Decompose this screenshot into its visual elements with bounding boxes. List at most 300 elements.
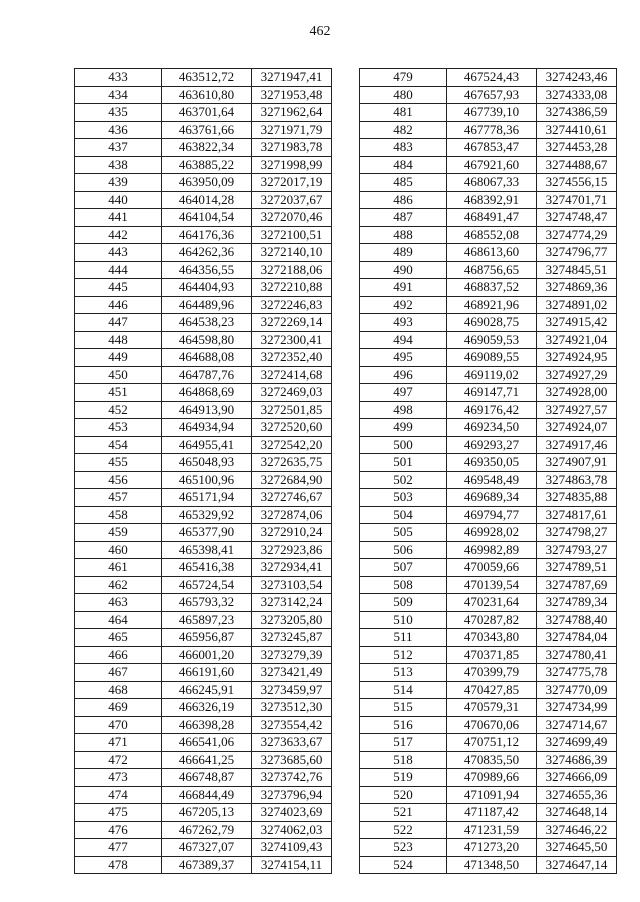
point-number: 443 — [75, 244, 162, 262]
coordinate-y: 3273205,80 — [252, 611, 332, 629]
coordinate-x: 469234,50 — [447, 419, 537, 437]
coordinate-x: 464356,55 — [162, 261, 252, 279]
coordinate-y: 3274023,69 — [252, 804, 332, 822]
coordinate-x: 465171,94 — [162, 489, 252, 507]
page-number: 462 — [309, 24, 331, 39]
point-number: 455 — [75, 454, 162, 472]
point-number: 495 — [360, 349, 447, 367]
table-row — [75, 786, 332, 804]
table-row — [75, 489, 332, 507]
point-number: 498 — [360, 401, 447, 419]
table-row — [75, 419, 332, 437]
table-row — [75, 174, 332, 192]
table-row — [75, 349, 332, 367]
coordinate-y: 3274784,04 — [537, 629, 617, 647]
coordinate-y: 3274333,08 — [537, 86, 617, 104]
coordinate-x: 469147,71 — [447, 384, 537, 402]
coordinate-x: 468837,52 — [447, 279, 537, 297]
coordinate-x: 467853,47 — [447, 139, 537, 157]
coordinate-x: 464913,90 — [162, 401, 252, 419]
table-row — [360, 559, 617, 577]
table-row — [360, 436, 617, 454]
table-row — [360, 541, 617, 559]
coordinate-x: 469028,75 — [447, 314, 537, 332]
coordinate-y: 3272414,68 — [252, 366, 332, 384]
point-number: 501 — [360, 454, 447, 472]
point-number: 477 — [75, 839, 162, 857]
coordinate-y: 3273633,67 — [252, 734, 332, 752]
point-number: 490 — [360, 261, 447, 279]
coordinate-y: 3274927,57 — [537, 401, 617, 419]
coordinate-x: 467778,36 — [447, 121, 537, 139]
point-number: 491 — [360, 279, 447, 297]
coordinate-y: 3272246,83 — [252, 296, 332, 314]
point-number: 469 — [75, 699, 162, 717]
coordinate-y: 3272520,60 — [252, 419, 332, 437]
point-number: 444 — [75, 261, 162, 279]
table-row — [360, 734, 617, 752]
coordinates-table-right — [359, 68, 617, 874]
coordinate-x: 465724,54 — [162, 576, 252, 594]
point-number: 466 — [75, 646, 162, 664]
table-row — [360, 104, 617, 122]
point-number: 523 — [360, 839, 447, 857]
coordinate-x: 470399,79 — [447, 664, 537, 682]
point-number: 453 — [75, 419, 162, 437]
point-number: 476 — [75, 821, 162, 839]
coordinate-y: 3271953,48 — [252, 86, 332, 104]
coordinate-y: 3274787,69 — [537, 576, 617, 594]
table-row — [360, 839, 617, 857]
coordinate-x: 466398,28 — [162, 716, 252, 734]
coordinate-x: 463761,66 — [162, 121, 252, 139]
point-number: 448 — [75, 331, 162, 349]
table-row — [75, 139, 332, 157]
coordinate-x: 469794,77 — [447, 506, 537, 524]
coordinate-y: 3273554,42 — [252, 716, 332, 734]
point-number: 434 — [75, 86, 162, 104]
coordinate-y: 3274891,02 — [537, 296, 617, 314]
coordinate-y: 3272746,67 — [252, 489, 332, 507]
coordinate-y: 3274488,67 — [537, 156, 617, 174]
point-number: 447 — [75, 314, 162, 332]
point-number: 433 — [75, 69, 162, 87]
coordinate-x: 470231,64 — [447, 594, 537, 612]
point-number: 492 — [360, 296, 447, 314]
coordinate-x: 469689,34 — [447, 489, 537, 507]
coordinate-y: 3273421,49 — [252, 664, 332, 682]
point-number: 468 — [75, 681, 162, 699]
coordinate-y: 3274243,46 — [537, 69, 617, 87]
coordinate-y: 3274062,03 — [252, 821, 332, 839]
coordinate-y: 3274817,61 — [537, 506, 617, 524]
coordinate-y: 3274921,04 — [537, 331, 617, 349]
coordinate-y: 3272542,20 — [252, 436, 332, 454]
coordinate-y: 3274907,91 — [537, 454, 617, 472]
point-number: 463 — [75, 594, 162, 612]
table-row — [75, 576, 332, 594]
coordinate-x: 467739,10 — [447, 104, 537, 122]
table-row — [75, 121, 332, 139]
table-row — [75, 104, 332, 122]
table-row — [75, 769, 332, 787]
point-number: 482 — [360, 121, 447, 139]
table-row — [360, 629, 617, 647]
coordinate-y: 3274410,61 — [537, 121, 617, 139]
table-row — [360, 786, 617, 804]
coordinate-x: 467389,37 — [162, 856, 252, 874]
coordinate-x: 465100,96 — [162, 471, 252, 489]
table-row — [360, 69, 617, 87]
table-row — [360, 524, 617, 542]
coordinate-x: 466326,19 — [162, 699, 252, 717]
point-number: 500 — [360, 436, 447, 454]
table-row — [360, 681, 617, 699]
coordinate-y: 3274646,22 — [537, 821, 617, 839]
point-number: 479 — [360, 69, 447, 87]
coordinate-x: 469119,02 — [447, 366, 537, 384]
table-row — [360, 454, 617, 472]
coordinate-y: 3274770,09 — [537, 681, 617, 699]
coordinate-y: 3274714,67 — [537, 716, 617, 734]
coordinate-y: 3274648,14 — [537, 804, 617, 822]
point-number: 518 — [360, 751, 447, 769]
coordinate-y: 3274917,46 — [537, 436, 617, 454]
table-row — [75, 86, 332, 104]
point-number: 439 — [75, 174, 162, 192]
coordinate-y: 3273279,39 — [252, 646, 332, 664]
coordinate-x: 470139,54 — [447, 576, 537, 594]
coordinate-y: 3272210,88 — [252, 279, 332, 297]
coordinate-x: 470427,85 — [447, 681, 537, 699]
coordinate-y: 3272140,10 — [252, 244, 332, 262]
point-number: 522 — [360, 821, 447, 839]
coordinate-x: 469059,53 — [447, 331, 537, 349]
table-row — [360, 139, 617, 157]
coordinate-y: 3274924,07 — [537, 419, 617, 437]
coordinate-y: 3272017,19 — [252, 174, 332, 192]
point-number: 517 — [360, 734, 447, 752]
coordinate-y: 3274835,88 — [537, 489, 617, 507]
coordinates-table-right-body — [360, 69, 617, 874]
coordinate-x: 468067,33 — [447, 174, 537, 192]
table-row — [75, 699, 332, 717]
coordinate-x: 466191,60 — [162, 664, 252, 682]
table-row — [360, 156, 617, 174]
point-number: 521 — [360, 804, 447, 822]
coordinate-y: 3272100,51 — [252, 226, 332, 244]
coordinate-x: 464014,28 — [162, 191, 252, 209]
point-number: 481 — [360, 104, 447, 122]
table-row — [75, 366, 332, 384]
coordinate-x: 464787,76 — [162, 366, 252, 384]
table-row — [360, 121, 617, 139]
point-number: 509 — [360, 594, 447, 612]
table-row — [75, 436, 332, 454]
point-number: 504 — [360, 506, 447, 524]
coordinate-y: 3274774,29 — [537, 226, 617, 244]
point-number: 488 — [360, 226, 447, 244]
point-number: 472 — [75, 751, 162, 769]
point-number: 465 — [75, 629, 162, 647]
table-row — [75, 856, 332, 874]
coordinate-x: 466844,49 — [162, 786, 252, 804]
point-number: 510 — [360, 611, 447, 629]
coordinate-x: 463950,09 — [162, 174, 252, 192]
table-row — [75, 839, 332, 857]
table-row — [360, 576, 617, 594]
point-number: 499 — [360, 419, 447, 437]
coordinate-y: 3272469,03 — [252, 384, 332, 402]
table-row — [75, 646, 332, 664]
coordinate-x: 465377,90 — [162, 524, 252, 542]
coordinate-x: 469928,02 — [447, 524, 537, 542]
coordinate-x: 470835,50 — [447, 751, 537, 769]
coordinate-x: 468921,96 — [447, 296, 537, 314]
coordinate-x: 469982,89 — [447, 541, 537, 559]
table-row — [360, 664, 617, 682]
point-number: 480 — [360, 86, 447, 104]
point-number: 459 — [75, 524, 162, 542]
coordinate-x: 465956,87 — [162, 629, 252, 647]
coordinate-x: 467262,79 — [162, 821, 252, 839]
coordinate-x: 465793,32 — [162, 594, 252, 612]
point-number: 461 — [75, 559, 162, 577]
coordinate-y: 3272923,86 — [252, 541, 332, 559]
coordinate-x: 471091,94 — [447, 786, 537, 804]
point-number: 454 — [75, 436, 162, 454]
coordinate-x: 468552,08 — [447, 226, 537, 244]
point-number: 486 — [360, 191, 447, 209]
table-row — [75, 191, 332, 209]
coordinate-x: 465416,38 — [162, 559, 252, 577]
coordinate-y: 3272635,75 — [252, 454, 332, 472]
coordinate-y: 3272269,14 — [252, 314, 332, 332]
coordinate-y: 3271962,64 — [252, 104, 332, 122]
point-number: 524 — [360, 856, 447, 874]
coordinate-x: 465048,93 — [162, 454, 252, 472]
coordinate-y: 3271947,41 — [252, 69, 332, 87]
point-number: 507 — [360, 559, 447, 577]
coordinate-y: 3274734,99 — [537, 699, 617, 717]
table-row — [360, 331, 617, 349]
table-row — [360, 506, 617, 524]
coordinate-y: 3274796,77 — [537, 244, 617, 262]
coordinates-table-left-body — [75, 69, 332, 874]
point-number: 485 — [360, 174, 447, 192]
point-number: 464 — [75, 611, 162, 629]
coordinate-y: 3272501,85 — [252, 401, 332, 419]
coordinate-x: 465897,23 — [162, 611, 252, 629]
point-number: 496 — [360, 366, 447, 384]
table-row — [360, 191, 617, 209]
table-row — [360, 804, 617, 822]
coordinate-x: 464489,96 — [162, 296, 252, 314]
coordinate-x: 465398,41 — [162, 541, 252, 559]
point-number: 435 — [75, 104, 162, 122]
table-row — [75, 681, 332, 699]
point-number: 487 — [360, 209, 447, 227]
coordinate-y: 3274780,41 — [537, 646, 617, 664]
coordinate-y: 3272037,67 — [252, 191, 332, 209]
coordinate-x: 471187,42 — [447, 804, 537, 822]
coordinate-y: 3274666,09 — [537, 769, 617, 787]
coordinate-y: 3273796,94 — [252, 786, 332, 804]
coordinate-y: 3272188,06 — [252, 261, 332, 279]
coordinate-x: 469293,27 — [447, 436, 537, 454]
table-row — [360, 856, 617, 874]
coordinate-x: 467921,60 — [447, 156, 537, 174]
point-number: 503 — [360, 489, 447, 507]
coordinate-y: 3274686,39 — [537, 751, 617, 769]
coordinate-y: 3274793,27 — [537, 541, 617, 559]
table-row — [360, 769, 617, 787]
point-number: 475 — [75, 804, 162, 822]
point-number: 467 — [75, 664, 162, 682]
table-row — [360, 471, 617, 489]
coordinate-y: 3274701,71 — [537, 191, 617, 209]
coordinate-y: 3273245,87 — [252, 629, 332, 647]
coordinate-x: 466245,91 — [162, 681, 252, 699]
coordinate-y: 3271971,79 — [252, 121, 332, 139]
point-number: 471 — [75, 734, 162, 752]
table-row — [75, 524, 332, 542]
coordinate-y: 3274775,78 — [537, 664, 617, 682]
coordinate-y: 3272070,46 — [252, 209, 332, 227]
coordinate-x: 466001,20 — [162, 646, 252, 664]
coordinate-y: 3273103,54 — [252, 576, 332, 594]
table-row — [360, 821, 617, 839]
coordinate-y: 3274788,40 — [537, 611, 617, 629]
coordinate-x: 464598,80 — [162, 331, 252, 349]
table-row — [75, 261, 332, 279]
point-number: 445 — [75, 279, 162, 297]
coordinate-x: 468491,47 — [447, 209, 537, 227]
coordinate-y: 3273512,30 — [252, 699, 332, 717]
coordinate-y: 3274386,59 — [537, 104, 617, 122]
coordinate-x: 464104,54 — [162, 209, 252, 227]
coordinate-y: 3274453,28 — [537, 139, 617, 157]
coordinate-x: 470751,12 — [447, 734, 537, 752]
table-row — [75, 226, 332, 244]
coordinate-x: 470989,66 — [447, 769, 537, 787]
point-number: 474 — [75, 786, 162, 804]
coordinate-x: 467657,93 — [447, 86, 537, 104]
coordinate-x: 471273,20 — [447, 839, 537, 857]
table-row — [75, 209, 332, 227]
table-row — [360, 594, 617, 612]
coordinate-x: 463885,22 — [162, 156, 252, 174]
point-number: 473 — [75, 769, 162, 787]
coordinate-x: 467327,07 — [162, 839, 252, 857]
table-row — [360, 314, 617, 332]
coordinate-y: 3271998,99 — [252, 156, 332, 174]
table-row — [75, 594, 332, 612]
coordinate-y: 3274647,14 — [537, 856, 617, 874]
point-number: 508 — [360, 576, 447, 594]
point-number: 497 — [360, 384, 447, 402]
coordinate-y: 3274789,51 — [537, 559, 617, 577]
point-number: 441 — [75, 209, 162, 227]
point-number: 458 — [75, 506, 162, 524]
coordinate-y: 3274556,15 — [537, 174, 617, 192]
coordinate-y: 3274699,49 — [537, 734, 617, 752]
table-row — [360, 174, 617, 192]
point-number: 449 — [75, 349, 162, 367]
coordinate-y: 3273459,97 — [252, 681, 332, 699]
coordinate-x: 464538,23 — [162, 314, 252, 332]
table-row — [75, 716, 332, 734]
coordinate-x: 463701,64 — [162, 104, 252, 122]
table-row — [360, 384, 617, 402]
coordinate-x: 469350,05 — [447, 454, 537, 472]
coordinate-x: 468613,60 — [447, 244, 537, 262]
table-row — [360, 489, 617, 507]
coordinate-y: 3274915,42 — [537, 314, 617, 332]
table-row — [360, 349, 617, 367]
coordinate-y: 3274154,11 — [252, 856, 332, 874]
point-number: 442 — [75, 226, 162, 244]
coordinate-x: 469176,42 — [447, 401, 537, 419]
table-row — [75, 454, 332, 472]
coordinate-x: 467205,13 — [162, 804, 252, 822]
point-number: 520 — [360, 786, 447, 804]
table-row — [360, 716, 617, 734]
point-number: 512 — [360, 646, 447, 664]
point-number: 494 — [360, 331, 447, 349]
coordinate-y: 3274869,36 — [537, 279, 617, 297]
coordinate-x: 471348,50 — [447, 856, 537, 874]
coordinates-table-left — [74, 68, 332, 874]
coordinate-y: 3272300,41 — [252, 331, 332, 349]
table-row — [75, 821, 332, 839]
coordinate-x: 470670,06 — [447, 716, 537, 734]
coordinate-y: 3273742,76 — [252, 769, 332, 787]
point-number: 462 — [75, 576, 162, 594]
coordinate-x: 464176,36 — [162, 226, 252, 244]
coordinate-x: 464868,69 — [162, 384, 252, 402]
coordinate-y: 3274928,00 — [537, 384, 617, 402]
coordinate-y: 3274863,78 — [537, 471, 617, 489]
coordinate-x: 471231,59 — [447, 821, 537, 839]
coordinate-x: 469548,49 — [447, 471, 537, 489]
point-number: 452 — [75, 401, 162, 419]
coordinate-y: 3272684,90 — [252, 471, 332, 489]
coordinate-y: 3272910,24 — [252, 524, 332, 542]
coordinate-x: 468392,91 — [447, 191, 537, 209]
coordinate-y: 3271983,78 — [252, 139, 332, 157]
point-number: 460 — [75, 541, 162, 559]
table-row — [360, 86, 617, 104]
coordinate-y: 3274645,50 — [537, 839, 617, 857]
coordinate-x: 470287,82 — [447, 611, 537, 629]
table-row — [360, 751, 617, 769]
coordinate-x: 466641,25 — [162, 751, 252, 769]
coordinate-x: 464934,94 — [162, 419, 252, 437]
point-number: 438 — [75, 156, 162, 174]
coordinate-y: 3274748,47 — [537, 209, 617, 227]
coordinate-y: 3273142,24 — [252, 594, 332, 612]
coordinate-x: 469089,55 — [447, 349, 537, 367]
point-number: 519 — [360, 769, 447, 787]
coordinate-x: 466541,06 — [162, 734, 252, 752]
point-number: 511 — [360, 629, 447, 647]
coordinate-y: 3274927,29 — [537, 366, 617, 384]
table-row — [360, 611, 617, 629]
table-row — [360, 699, 617, 717]
point-number: 514 — [360, 681, 447, 699]
coordinate-y: 3274845,51 — [537, 261, 617, 279]
